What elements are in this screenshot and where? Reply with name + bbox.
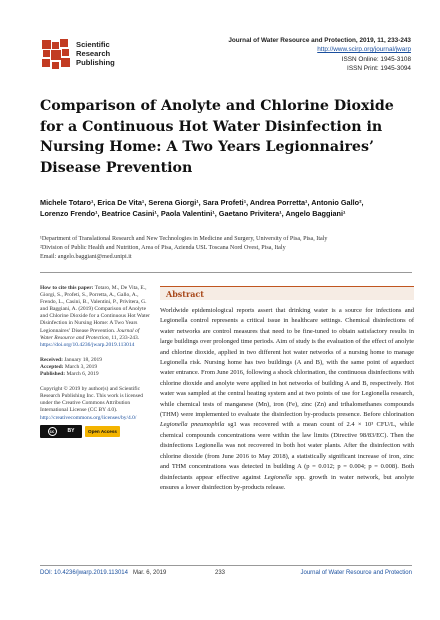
journal-citation: Journal of Water Resource and Protection, 2019, 11, 233-243 xyxy=(228,37,411,44)
cite-text: Totaro, M., De Vita, E., Giorgi, S., Profeti, S., Porretta, A., Gallo, A., Frendo, L., Casini, B., Valentini, P., Privitera, G. and Baggiani, A. (2019) Comparison of Anolyte and Chlorine Dioxide for a Continuous Hot Water Disinfection in Nursing Home: A Two Years Legionnaires’ Disease Prevention. xyxy=(40,285,150,334)
footer-date: Mar. 6, 2019 xyxy=(132,570,167,576)
abstract-body: Worldwide epidemiological reports assert that drinking water is a source for infections and Legionella control represents a critical issue in healthcare settings. Chemical disinfections of water networks are control measures that need to be fine-tuned to obtain satisfactory results in large buildings over prolonged time periods. Aim of study is the evaluation of the effect of anolyte and chlorine dioxide, applied in two different hot water networks of a nursing home to manage Legionella risk. Nursing home has two buildings (A and B), with the same point of aqueduct water entrance. From June 2016, following a shock chlorination, the continuous disinfections with chlorine dioxide and anolyte were applied in hot networks of building A and B, respectively. Hot water was sampled at the central heating system and at two points of use for Legionella research, while chemical tests of manganese (Mn), iron (Fe), zinc (Zn) and trihalomethanes compounds (THM) were implemented to evaluate the disinfection by-products presence. Before chlorination Legionella pneumophila sg1 was recovered with a mean count of 2.4 × 10³ CFU/L, while chemical compounds concentrations were within the law limits (Directive 98/83/EC). Then the disinfections Legionella was not recovered in both hot water plants. After the disinfection with chlorine dioxide (from June 2016 to May 2018), a statistically significant increase of iron, zinc and THM concentrations was detected in building A (p = 0.012; p = 0.004; p = 0.008). Both disinfectants appear effective against Legionella spp. growth in water network, but anolyte ensures a lower disinfection by-products release. xyxy=(160,307,414,491)
authors-line-2: Lorenzo Frendo¹, Beatrice Casini¹, Paola Valentini¹, Gaetano Privitera¹, Angelo Baggiani¹ xyxy=(40,208,346,218)
affiliation-2: ²Division of Public Health and Nutrition, Area of Pisa, Azienda USL Toscana Nord Ovest, Pisa, Italy xyxy=(40,244,286,251)
accepted-date: Accepted: March 3, 2019 xyxy=(40,363,98,370)
footer-doi-link[interactable]: DOI: 10.4236/jwarp.2019.113014 xyxy=(40,570,128,576)
page-number: 233 xyxy=(215,570,226,576)
article-sidebar xyxy=(40,285,150,438)
authors-line-1: Michele Totaro¹, Erica De Vita¹, Serena Giorgi¹, Sara Profeti¹, Andrea Porretta¹, Antonio Gallo², xyxy=(40,198,364,207)
paper-title: Comparison of Anolyte and Chlorine Dioxide for a Continuous Hot Water Disinfection in Nursing Home: A Two Years Legionnaires’ Disease Prevention xyxy=(40,98,394,176)
footer-journal-name: Journal of Water Resource and Protection xyxy=(300,570,412,576)
copyright-notice: Copyright © 2019 by author(s) and Scientific Research Publishing Inc. This work is licensed under the Creative Commons Attribution International License (CC BY 4.0). xyxy=(40,386,144,414)
footer-divider xyxy=(40,565,412,566)
cite-volume: 11, 233-243. xyxy=(111,334,140,341)
publisher-logo[interactable] xyxy=(40,38,170,74)
published-date: Published: March 6, 2019 xyxy=(40,371,99,378)
section-divider xyxy=(40,272,412,273)
issn-online: ISSN Online: 1945-3108 xyxy=(341,55,411,63)
contact-email: Email: angelo.baggiani@med.unipi.it xyxy=(40,253,132,260)
genus-name: Legionella xyxy=(264,473,292,481)
open-access-badge: Open Access xyxy=(85,426,120,437)
journal-info xyxy=(228,36,411,73)
footer-doi xyxy=(40,570,166,576)
affiliations xyxy=(40,235,412,261)
license-link[interactable]: http://creativecommons.org/licenses/by/4.0/ xyxy=(40,414,137,421)
cite-journal: Journal of Water Resource and Protection, xyxy=(40,327,140,341)
by-label: BY xyxy=(67,427,75,434)
cc-by-badge[interactable] xyxy=(40,425,82,438)
scirp-logo-icon xyxy=(40,38,72,72)
citation-block xyxy=(40,285,150,349)
received-date: Received: January 18, 2019 xyxy=(40,356,103,363)
issn-print: ISSN Print: 1945-3094 xyxy=(347,64,411,72)
author-list xyxy=(40,198,412,219)
abstract-header xyxy=(160,286,414,300)
journal-url-link[interactable]: http://www.scirp.org/journal/jwarp xyxy=(317,46,411,54)
species-name: Legionella pneumophila xyxy=(160,421,225,429)
cite-doi-link[interactable]: https://doi.org/10.4236/jwarp.2019.113014 xyxy=(40,341,135,348)
affiliation-1: ¹Department of Translational Research and New Technologies in Medicine and Surgery, University of Pisa, Pisa, Italy xyxy=(40,236,328,242)
creative-commons-icon: cc xyxy=(48,427,57,436)
license-badges xyxy=(40,425,150,438)
abstract-heading: Abstract xyxy=(166,289,204,299)
cite-label: How to cite this paper: xyxy=(40,285,94,291)
publisher-name: Scientific Research Publishing xyxy=(76,40,115,67)
